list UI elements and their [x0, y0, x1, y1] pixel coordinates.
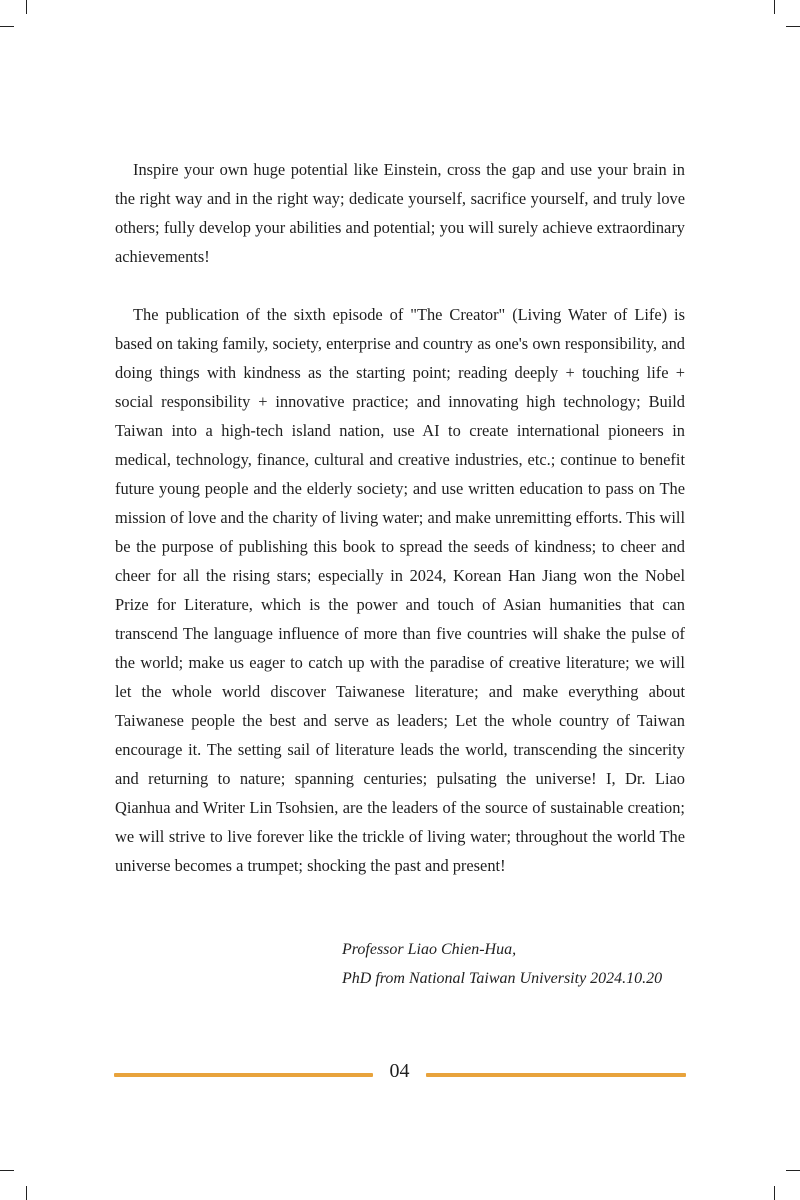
crop-mark-top-left-h	[0, 26, 14, 27]
page-body	[115, 155, 685, 880]
crop-mark-top-left	[26, 0, 27, 14]
signature-block	[342, 935, 662, 993]
crop-mark-top-right	[774, 0, 775, 14]
signature-affiliation-date: PhD from National Taiwan University 2024.10.20	[342, 970, 663, 987]
crop-mark-top-right-h	[786, 26, 800, 27]
paragraph-intro: Inspire your own huge potential like Einstein, cross the gap and use your brain in the right way and in the right way; dedicate yourself, sacrifice yourself, and truly love others; fully develop your abilities and potential; you will surely achieve extraordinary achievements!	[115, 160, 685, 266]
crop-mark-bottom-left-h	[0, 1170, 14, 1171]
paragraph-main: The publication of the sixth episode of "The Creator" (Living Water of Life) is based on taking family, society, enterprise and country as one's own responsibility, and doing things with kindness as the starting point; reading deeply + touching life + social responsibility + innovative practice; and innovating high technology; Build Taiwan into a high-tech island nation, use AI to create international pioneers in medical, technology, finance, cultural and creative industries, etc.; continue to benefit future young people and the elderly society; and use written education to pass on The mission of love and the charity of living water; and make unremitting efforts. This will be the purpose of publishing this book to spread the seeds of kindness; to cheer and cheer for all the rising stars; especially in 2024, Korean Han Jiang won the Nobel Prize for Literature, which is the power and touch of Asian humanities that can transcend The language influence of more than five countries will shake the pulse of the world; make us eager to catch up with the paradise of creative literature; we will let the whole world discover Taiwanese literature; and make everything about Taiwanese people the best and serve as leaders; Let the whole country of Taiwan encourage it. The setting sail of literature leads the world, transcending the sincerity and returning to nature; spanning centuries; pulsating the universe! I, Dr. Liao Qianhua and Writer Lin Tsohsien, are the leaders of the source of sustainable creation; we will strive to live forever like the trickle of living water; throughout the world The universe becomes a trumpet; shocking the past and present!	[115, 305, 685, 875]
page-footer	[114, 1056, 686, 1086]
crop-mark-bottom-right	[774, 1186, 775, 1200]
signature-name: Professor Liao Chien-Hua,	[342, 941, 517, 958]
page-number: 04	[389, 1060, 410, 1082]
crop-mark-bottom-left	[26, 1186, 27, 1200]
crop-mark-bottom-right-h	[786, 1170, 800, 1171]
footer-rule-left	[114, 1073, 373, 1077]
footer-rule-right	[426, 1073, 686, 1077]
